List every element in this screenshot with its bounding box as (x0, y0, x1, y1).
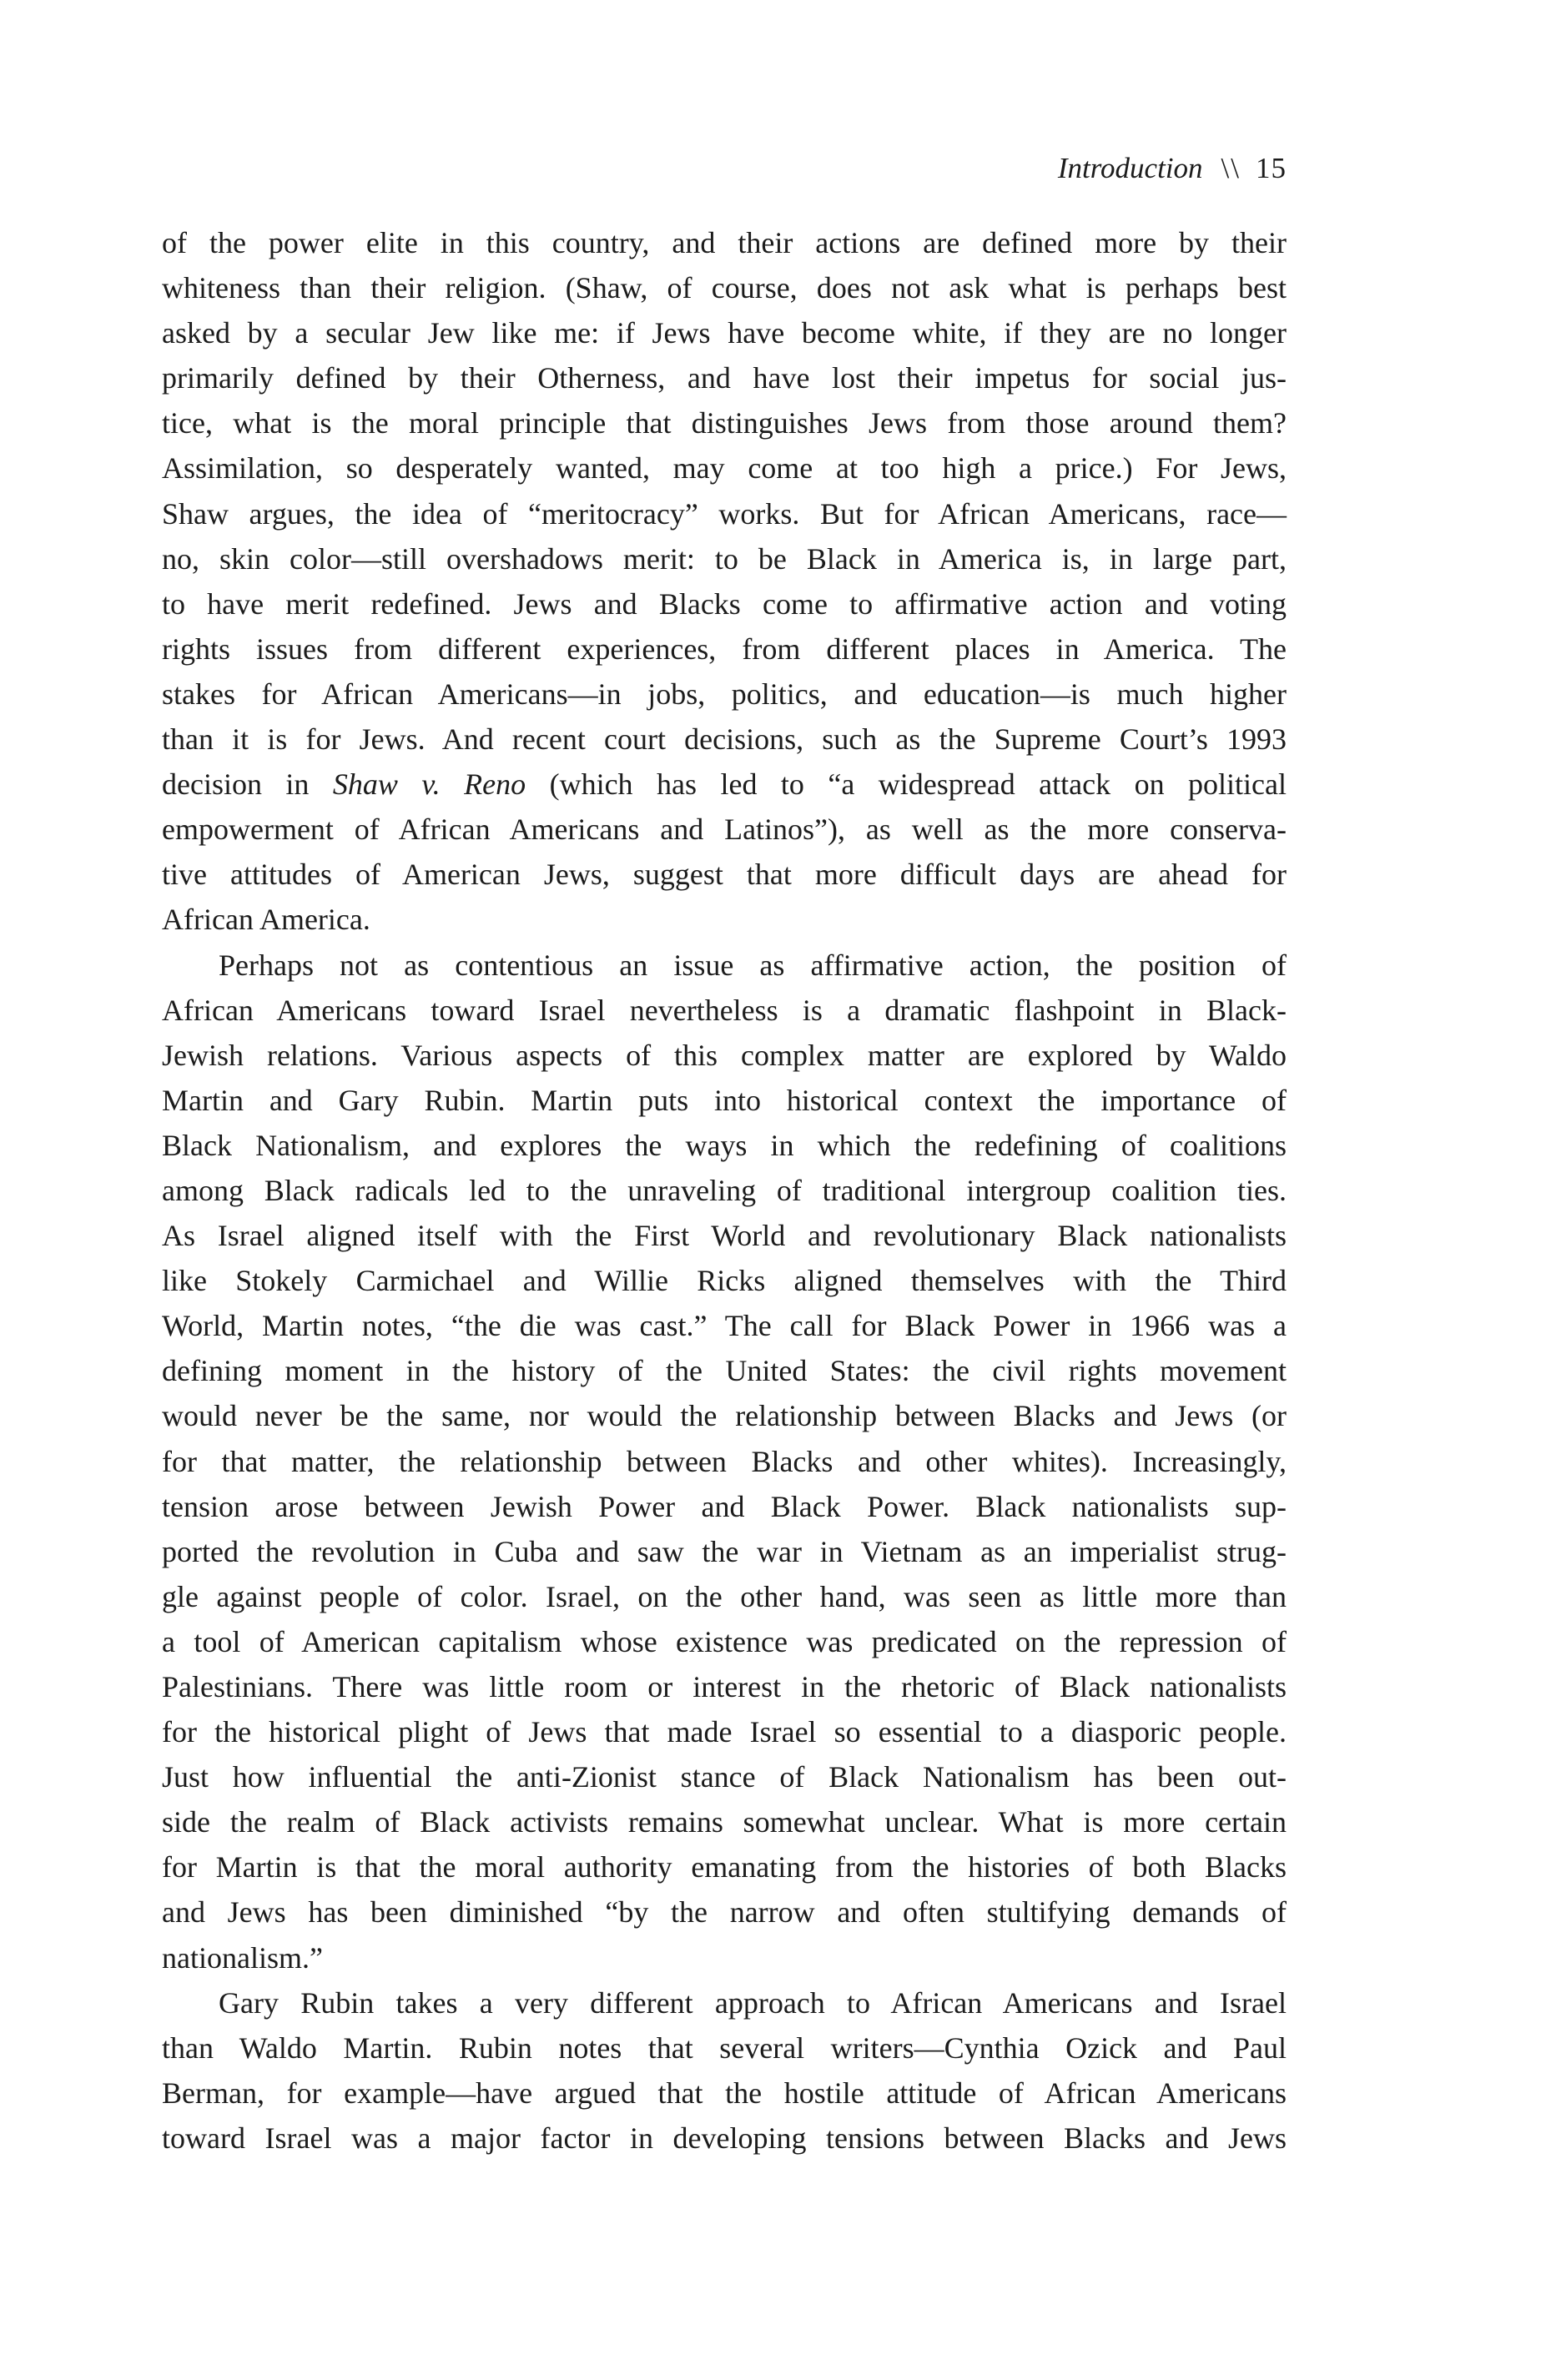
text-line: rights issues from different experiences, from different places in America. The (162, 631, 1287, 666)
text-line: whiteness than their religion. (Shaw, of course, does not ask what is perhaps best (162, 271, 1287, 305)
text-line: As Israel aligned itself with the First World and revolutionary Black nationalists (162, 1219, 1287, 1253)
text-line: for Martin is that the moral authority emanating from the histories of both Blacks (162, 1850, 1287, 1884)
text-line: side the realm of Black activists remains somewhat unclear. What is more certain (162, 1805, 1287, 1839)
paragraph-1 (162, 220, 1287, 943)
text-line: empowerment of African Americans and Latinos”), as well as the more conserva- (162, 813, 1287, 847)
text-line-with-case-name (162, 762, 1287, 807)
text-line: for the historical plight of Jews that made Israel so essential to a diasporic people. (162, 1715, 1287, 1749)
text-line: Just how influential the anti-Zionist stance of Black Nationalism has been out- (162, 1760, 1287, 1794)
paragraph-2 (162, 943, 1287, 1980)
text-line: for that matter, the relationship between Blacks and other whites). Increasingly, (162, 1444, 1287, 1478)
case-name: Shaw v. Reno (332, 767, 526, 802)
text-line: Assimilation, so desperately wanted, may come at too high a price.) For Jews, (162, 451, 1287, 486)
text-segment: decision in (162, 767, 333, 802)
text-line: Berman, for example—have argued that the hostile attitude of African Americans (162, 2076, 1287, 2110)
body-text (162, 220, 1287, 2161)
text-line: among Black radicals led to the unraveling of traditional intergroup coalition ties. (162, 1173, 1287, 1207)
text-line: and Jews has been diminished “by the narrow and often stultifying demands of (162, 1895, 1287, 1930)
running-head (162, 152, 1287, 185)
text-line: than it is for Jews. And recent court decisions, such as the Supreme Court’s 1993 (162, 722, 1287, 757)
text-line: gle against people of color. Israel, on the other hand, was seen as little more than (162, 1579, 1287, 1613)
text-line: ported the revolution in Cuba and saw the war in Vietnam as an imperialist strug- (162, 1534, 1287, 1568)
text-line: no, skin color—still overshadows merit: to be Black in America is, in large part, (162, 541, 1287, 576)
page-number: 15 (1256, 152, 1287, 184)
text-line: defining moment in the history of the United States: the civil rights movement (162, 1354, 1287, 1388)
text-line: Shaw argues, the idea of “meritocracy” works. But for African Americans, race— (162, 496, 1287, 531)
text-line: of the power elite in this country, and their actions are defined more by their (162, 226, 1287, 259)
text-line: would never be the same, nor would the relationship between Blacks and Jews (or (162, 1399, 1287, 1433)
text-line: like Stokely Carmichael and Willie Ricks aligned themselves with the Third (162, 1264, 1287, 1298)
text-line: Jewish relations. Various aspects of this complex matter are explored by Waldo (162, 1038, 1287, 1072)
running-head-section-title: Introduction (1057, 152, 1203, 184)
text-segment: (which has led to “a widespread attack on political (526, 767, 1287, 802)
paragraph-3 (162, 1980, 1287, 2161)
text-line: stakes for African Americans—in jobs, politics, and education—is much higher (162, 677, 1287, 711)
text-line: a tool of American capitalism whose existence was predicated on the repression of (162, 1624, 1287, 1658)
text-line: primarily defined by their Otherness, and have lost their impetus for social jus- (162, 361, 1287, 395)
text-line: Gary Rubin takes a very different approach to African Americans and Israel (219, 1985, 1287, 2020)
text-line: African America. (162, 903, 370, 937)
text-line: tension arose between Jewish Power and Black Power. Black nationalists sup- (162, 1489, 1287, 1523)
text-line: nationalism.” (162, 1940, 323, 1975)
text-line: asked by a secular Jew like me: if Jews have become white, if they are no longer (162, 316, 1287, 350)
text-line: than Waldo Martin. Rubin notes that several writers—Cynthia Ozick and Paul (162, 2030, 1287, 2065)
text-line: tice, what is the moral principle that distinguishes Jews from those around them? (162, 406, 1287, 440)
text-line: Palestinians. There was little room or interest in the rhetoric of Black nationalists (162, 1670, 1287, 1703)
text-line: Perhaps not as contentious an issue as affirmative action, the position of (219, 948, 1287, 982)
text-line: Martin and Gary Rubin. Martin puts into historical context the importance of (162, 1083, 1287, 1117)
text-line: to have merit redefined. Jews and Blacks come to affirmative action and voting (162, 586, 1287, 621)
running-head-separator: \\ (1221, 152, 1241, 184)
text-line: toward Israel was a major factor in developing tensions between Blacks and Jews (162, 2121, 1287, 2155)
text-line: African Americans toward Israel nevertheless is a dramatic flashpoint in Black- (162, 993, 1287, 1027)
text-line: Black Nationalism, and explores the ways in which the redefining of coalitions (162, 1128, 1287, 1162)
text-line: World, Martin notes, “the die was cast.” The call for Black Power in 1966 was a (162, 1309, 1287, 1343)
text-line: tive attitudes of American Jews, suggest that more difficult days are ahead for (162, 858, 1287, 892)
